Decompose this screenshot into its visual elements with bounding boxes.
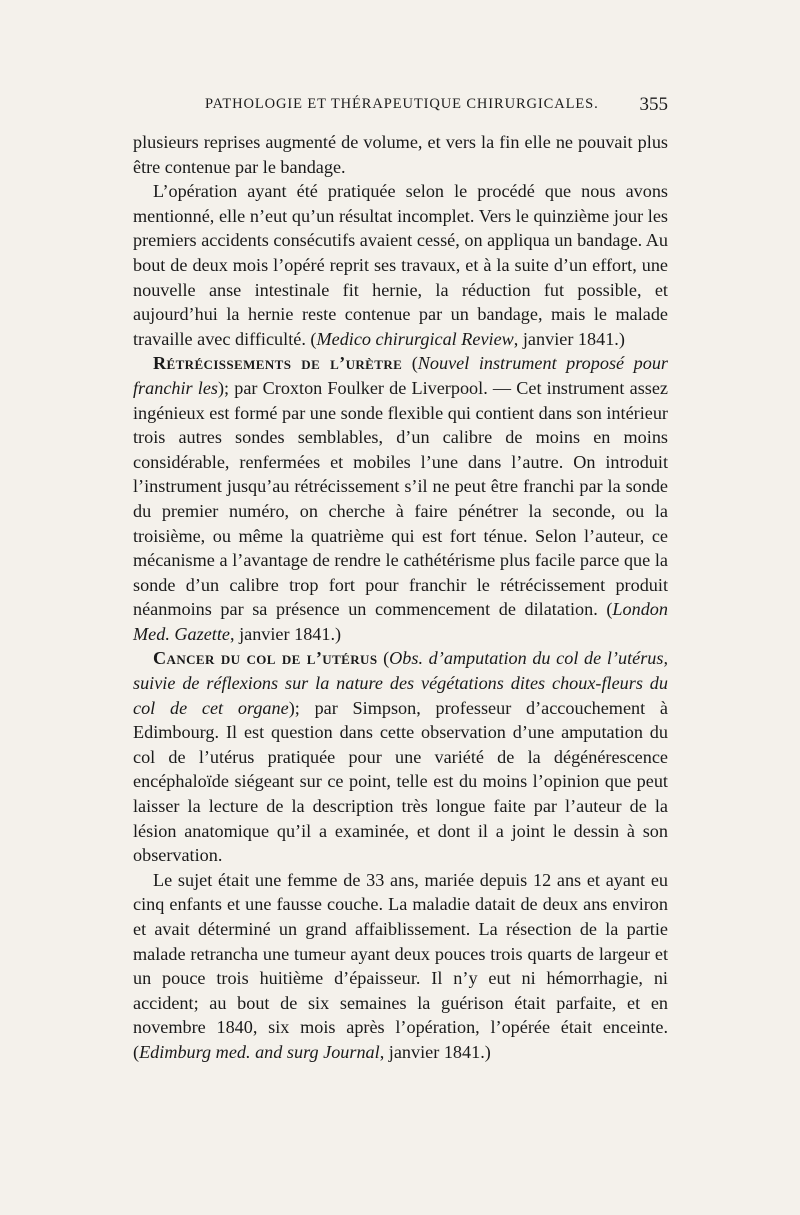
page-header: [133, 94, 668, 120]
paragraph-text: ); par Simpson, professeur d’accouchement à Edimbourg. Il est question dans cette observation d’une amputation du col de l’utérus pratiquée pour une variété de la dégénérescence encéphaloïde siégeant sur ce point, telle est du moins l’opinion que peut laisser la lecture de la description très longue faite par l’auteur de la lésion anatomique qu’il a examinée, et dont il a joint le dessin à son observation.: [133, 697, 669, 866]
citation: Medico chirurgical Review: [316, 328, 514, 349]
running-head: PATHOLOGIE ET THÉRAPEUTIQUE CHIRURGICALES.: [205, 96, 599, 112]
paren-open: (: [402, 353, 418, 374]
paragraph-text: plusieurs reprises augmenté de volume, et vers la fin elle ne pouvait plus être contenue par le bandage.: [133, 132, 668, 177]
section-subtitle: Nouvel instrument proposé pour franchir les: [133, 353, 668, 398]
section-subtitle: Obs. d’amputation du col de l’utérus, suivie de réflexions sur la nature des végétations dites choux-fleurs du col de cet organe: [133, 648, 669, 718]
body-text: [133, 130, 668, 1065]
citation: London Med. Gazette: [133, 599, 668, 644]
paragraph-uterus: [133, 646, 668, 867]
section-heading: Cancer du col de l’utérus: [153, 648, 378, 669]
citation: Edimburg med. and surg Journal: [139, 1041, 380, 1062]
page-number: 355: [639, 94, 668, 115]
paragraph-text: Le sujet était une femme de 33 ans, mariée depuis 12 ans et ayant eu cinq enfants et une fausse couche. La maladie datait de deux ans environ et avait déterminé un grand affaiblissement. La résection de la partie malade retrancha une tumeur ayant deux pouces trois quarts de largeur et un pouce trois huitième d’épaisseur. Il n’y eut ni hémorrhagie, ni accident; au bout de six semaines la guérison était parfaite, et en novembre 1840, six mois après l’opération, l’opérée était enceinte. (: [133, 869, 668, 1062]
citation-date: , janvier 1841.): [513, 328, 625, 349]
paragraph-continuation: [133, 130, 668, 179]
paragraph-urethra: [133, 351, 668, 646]
paren-open: (: [377, 648, 390, 669]
paragraph-operation: [133, 179, 668, 351]
citation-date: , janvier 1841.): [379, 1041, 491, 1062]
paragraph-text: ); par Croxton Foulker de Liverpool. — Cet instrument assez ingénieux est formé par une sonde flexible qui contient dans son intérieur trois autres sondes semblables, d’un calibre de moins en moins considérable, renfermées et mobiles l’une dans l’autre. On introduit l’instrument jusqu’au rétrécissement s’il ne peut être franchi par la sonde du premier numéro, on cherche à faire pénétrer la seconde, ou la troisième, ou même la quatrième qui est fort ténue. Selon l’auteur, ce mécanisme a l’avantage de rendre le cathétérisme plus facile parce que la sonde d’un calibre trop fort pour franchir le rétrécissement produit néanmoins par sa présence un commencement de dilatation. (: [133, 377, 668, 620]
section-heading: Rétrécissements de l’urètre: [153, 353, 403, 374]
paragraph-text: L’opération ayant été pratiquée selon le procédé que nous avons mentionné, elle n’eut qu’un résultat incomplet. Vers le quinzième jour les premiers accidents consécutifs avaient cessé, on appliqua un bandage. Au bout de deux mois l’opéré reprit ses travaux, et à la suite d’un effort, une nouvelle anse intestinale fit hernie, la réduction fut possible, et aujourd’hui la hernie reste contenue par un bandage, mais le malade travaille avec difficulté. (: [133, 181, 668, 349]
paragraph-case: [133, 868, 668, 1065]
citation-date: , janvier 1841.): [229, 623, 342, 644]
